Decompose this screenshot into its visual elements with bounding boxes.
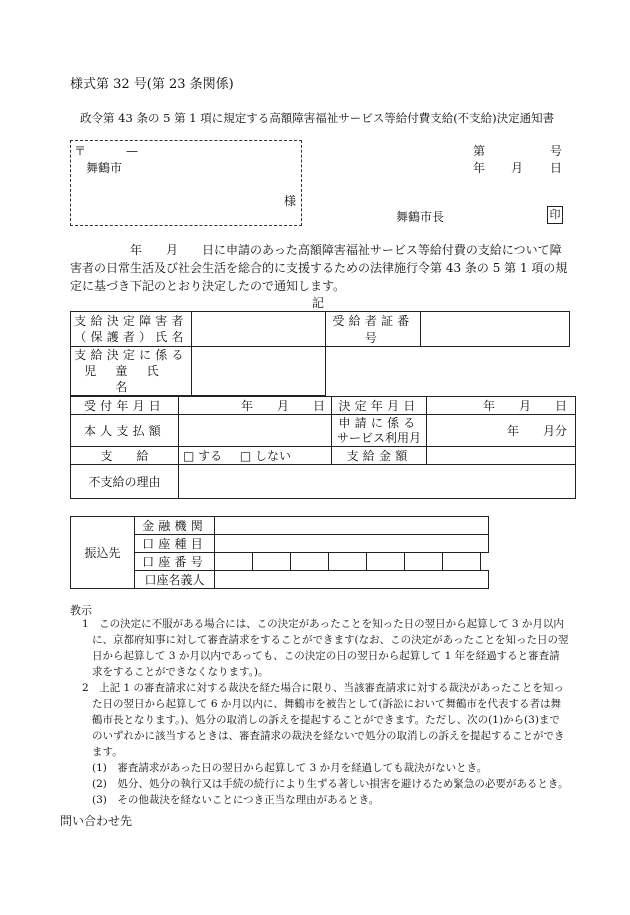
service-month-label-line1: 申請に係る xyxy=(338,415,420,430)
decision-date-value[interactable]: 年 月 日 xyxy=(427,397,576,415)
account-digit-7[interactable] xyxy=(443,553,481,571)
date-day: 日 xyxy=(550,161,563,175)
number-dai: 第 xyxy=(473,144,486,158)
payee-label: 本人支払額 xyxy=(71,415,179,447)
received-date-label: 受付年月日 xyxy=(71,397,179,415)
postal-dash: — xyxy=(126,144,139,158)
notes-heading: 教示 xyxy=(70,604,92,617)
amount-field[interactable] xyxy=(427,447,576,465)
payment-option-no[interactable]: □ しない xyxy=(239,449,291,463)
service-month-label-line2: サービス利用月 xyxy=(336,430,421,445)
recipient-table xyxy=(70,311,570,396)
guardian-label-cell xyxy=(71,312,192,347)
date-year: 年 xyxy=(473,161,486,175)
account-holder-label: 口座名義人 xyxy=(135,571,215,589)
transfer-label: 振込先 xyxy=(71,517,135,589)
recipient-city: 舞鶴市 xyxy=(86,161,123,175)
child-label-line1: 支給決定に係る xyxy=(74,348,188,362)
payment-options xyxy=(179,447,332,465)
account-type-label: 口座種目 xyxy=(135,535,215,553)
account-digit-5[interactable] xyxy=(367,553,405,571)
child-label-line2: 児童氏名 xyxy=(84,364,178,394)
decision-date-label: 決定年月日 xyxy=(332,397,427,415)
payment-option-yes[interactable]: □ する xyxy=(183,449,223,463)
recipient-honorific: 様 xyxy=(284,194,297,208)
account-number-label: 口座番号 xyxy=(135,553,215,571)
inquiry-label: 問い合わせ先 xyxy=(60,814,133,828)
postal-mark: 〒 xyxy=(74,144,87,158)
account-digit-3[interactable] xyxy=(291,553,329,571)
notes-block xyxy=(70,616,570,808)
note-sub-3: (3) その他裁決を経ないことにつき正当な理由があるとき。 xyxy=(92,794,380,806)
account-type-field[interactable] xyxy=(215,535,489,553)
received-date-value[interactable]: 年 月 日 xyxy=(179,397,332,415)
number-go: 号 xyxy=(550,144,563,158)
amount-label: 支給金額 xyxy=(332,447,427,465)
postal-code-line xyxy=(74,142,138,159)
note-item-1: 1 この決定に不服がある場合には、この決定があったことを知った日の翌日から起算して 3 か月以内に、京都府知事に対して審査請求をすることができます(なお、この決定があったことを知った日の翌日から起算して 3 か月以内であっても、この決定の日の翌日から起算して 1 年を経過すると審査請求をすることができなくなります。)。 xyxy=(82,618,569,678)
guardian-label-line2: （保護者）氏名 xyxy=(74,330,188,344)
ki-heading: 記 xyxy=(312,296,325,310)
cert-number-field[interactable] xyxy=(421,312,570,347)
document-title: 政令第 43 条の 5 第 1 項に規定する高額障害福祉サービス等給付費支給(不支給)決定通知書 xyxy=(80,111,555,125)
child-label-cell xyxy=(71,347,192,396)
service-month-label-cell xyxy=(332,415,427,447)
account-holder-field[interactable] xyxy=(215,571,489,589)
seal-mark: 印 xyxy=(547,206,563,224)
guardian-name-field[interactable] xyxy=(192,312,326,347)
decision-table xyxy=(70,396,576,499)
date-month: 月 xyxy=(511,161,524,175)
account-digit-6[interactable] xyxy=(405,553,443,571)
account-digit-4[interactable] xyxy=(329,553,367,571)
reason-label: 不支給の理由 xyxy=(71,465,179,499)
payment-label: 支 給 xyxy=(71,447,179,465)
guardian-label-line1: 支給決定障害者 xyxy=(74,314,188,328)
notice-paragraph: 年 月 日に申請のあった高額障害福祉サービス等給付費の支給について障害者の日常生活及び社会生活を総合的に支援するための法律施行令第 43 条の 5 第 1 項の規定に基づき下記のとおり決定したので通知します。 xyxy=(70,243,568,293)
note-item-2: 2 上記 1 の審査請求に対する裁決を経た場合に限り、当該審査請求に対する裁決があったことを知った日の翌日から起算して 6 か月以内に、舞鶴市を被告として(訴訟において舞鶴市を代表する者は舞鶴市長となります。)、処分の取消しの訴えを提起することができます。ただし、次の(1)から(3)までのいずれかに該当するときは、審査請求の裁決を経ないで処分の取消しの訴えを提起することができます。 xyxy=(82,682,565,758)
service-month-value[interactable]: 年 月分 xyxy=(427,415,576,447)
bank-label: 金融機関 xyxy=(135,517,215,535)
account-digit-1[interactable] xyxy=(215,553,253,571)
account-digit-2[interactable] xyxy=(253,553,291,571)
reason-field[interactable] xyxy=(179,465,576,499)
form-number: 様式第 32 号(第 23 条関係) xyxy=(70,77,234,92)
child-name-field[interactable] xyxy=(192,347,326,396)
cert-label: 受給者証番号 xyxy=(326,312,421,347)
note-sub-1: (1) 審査請求があった日の翌日から起算して 3 か月を経過しても裁決がないとき。 xyxy=(92,762,488,774)
note-sub-2: (2) 処分、処分の執行又は手続の続行により生ずる著しい損害を避けるため緊急の必要があるとき。 xyxy=(92,778,569,790)
bank-field[interactable] xyxy=(215,517,489,535)
issuer-name: 舞鶴市長 xyxy=(396,210,445,224)
payee-amount-field[interactable] xyxy=(179,415,332,447)
transfer-table xyxy=(70,516,489,589)
